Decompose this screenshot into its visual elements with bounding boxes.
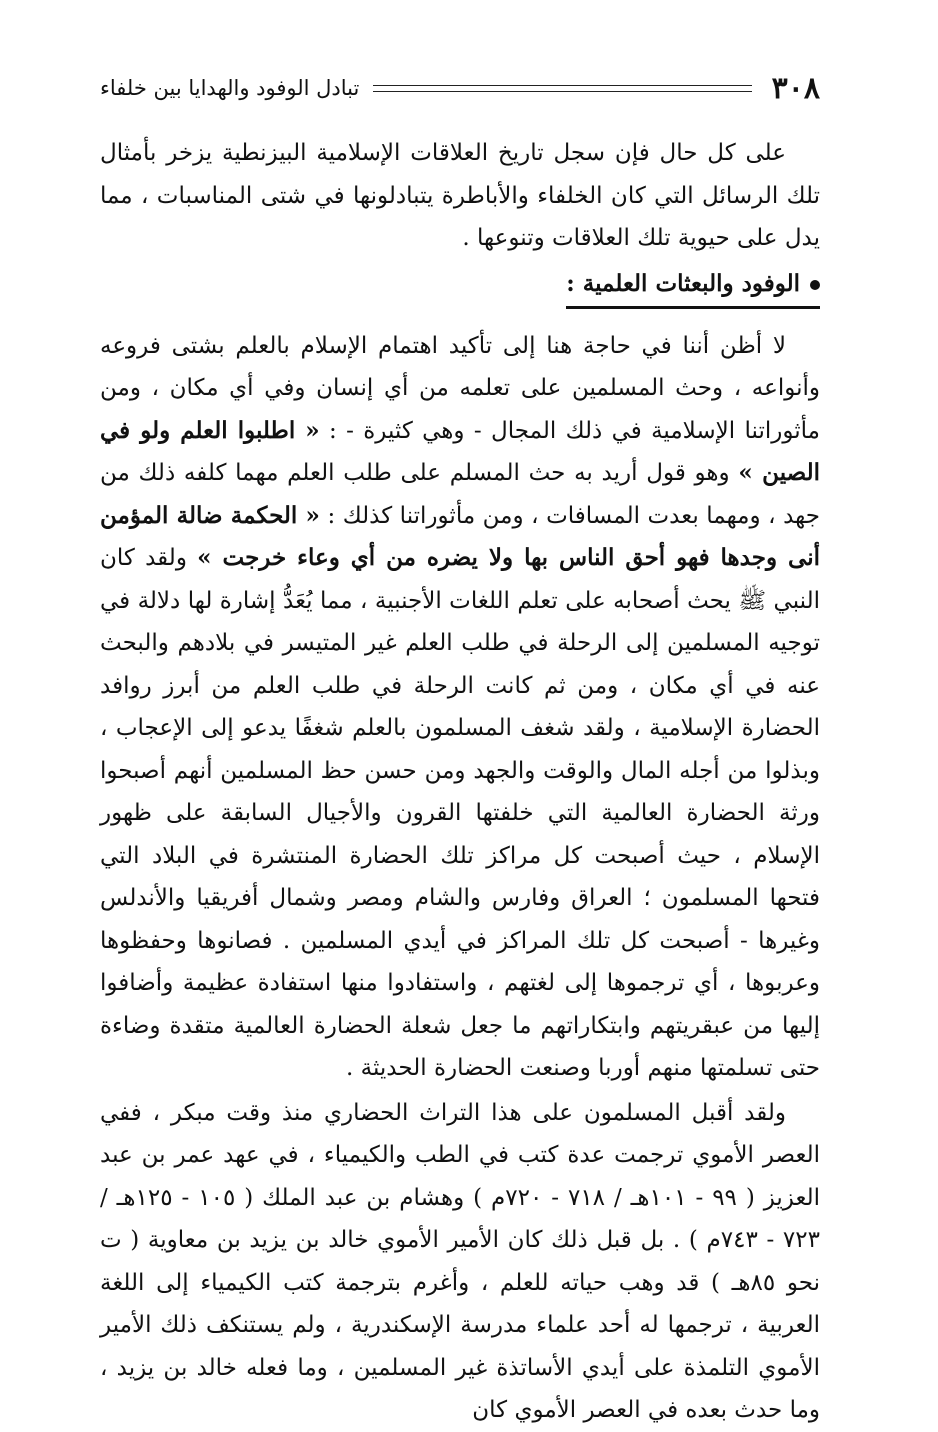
paragraph-2-text-b: وهو قول أريد به حث المسلم على طلب العلم مهما كلفه ذلك من جهد ، ومهما بعدت المسافات ، ومن مأثوراتنا كذلك : <box>100 460 820 529</box>
paragraph-2-text-a: لا أظن أننا في حاجة هنا إلى تأكيد اهتمام الإسلام بالعلم بشتى فروعه وأنواعه ، وحث المسلمين على تعلمه من أي إنسان وفي أي مكان ، ومن مأثوراتنا الإسلامية في ذلك المجال - وهي كثيرة - : <box>100 332 820 444</box>
page-header <box>100 66 820 110</box>
section-heading-wrap <box>100 260 820 309</box>
paragraph-1: على كل حال فإن سجل تاريخ العلاقات الإسلامية البيزنطية يزخر بأمثال تلك الرسائل التي كان الخلفاء والأباطرة يتبادلونها في شتى المناسبات ، مما يدل على حيوية تلك العلاقات وتنوعها . <box>100 140 820 251</box>
hadith-quote-1: « اطلبوا العلم ولو في الصين » <box>100 416 820 486</box>
running-title: تبادل الوفود والهدايا بين خلفاء <box>100 76 360 100</box>
hadith-quote-2: « الحكمة ضالة المؤمن أنى وجدها فهو أحق الناس بها ولا يضره من أي وعاء خرجت » <box>100 501 820 571</box>
paragraph-2 <box>100 325 820 1090</box>
book-page <box>100 66 820 1432</box>
section-heading-text: الوفود والبعثات العلمية : <box>566 269 800 297</box>
paragraph-3: ولقد أقبل المسلمون على هذا التراث الحضاري منذ وقت مبكر ، ففي العصر الأموي ترجمت عدة كتب في الطب والكيمياء ، في عهد عمر بن عبد العزيز ( ٩٩ - ١٠١هـ / ٧١٨ - ٧٢٠م ) وهشام بن عبد الملك ( ١٠٥ - ١٢٥هـ / ٧٢٣ - ٧٤٣م ) . بل قبل ذلك كان الأمير الأموي خالد بن يزيد بن معاوية ( ت نحو ٨٥هـ ) قد وهب حياته للعلم ، وأغرم بترجمة كتب الكيمياء إلى اللغة العربية ، ترجمها له أحد علماء مدرسة الإسكندرية ، ولم يستنكف ذلك الأمير الأموي التلمذة على أيدي الأساتذة غير المسلمين ، وما فعله خالد بن يزيد ، وما حدث بعده في العصر الأموي كان <box>100 1099 820 1423</box>
section-heading <box>566 264 820 309</box>
bullet-icon <box>810 280 820 290</box>
page-number: ٣٠٨ <box>771 70 820 106</box>
paragraph-2-text-c: ولقد كان النبي ﷺ يحث أصحابه على تعلم اللغات الأجنبية ، مما يُعَدُّ إشارة لها دلالة في توجيه المسلمين إلى الرحلة في طلب العلم غير المتيسر في بلادهم والبحث عنه في أي مكان ، ومن ثم كانت الرحلة في طلب العلم من أبرز روافد الحضارة الإسلامية ، ولقد شغف المسلمون بالعلم شغفًا يدعو إلى الإعجاب ، وبذلوا من أجله المال والوقت والجهد ومن حسن حظ المسلمين أنهم أصبحوا ورثة الحضارة العالمية التي خلفتها القرون والأجيال السابقة على ظهور الإسلام ، حيث أصبحت كل مراكز تلك الحضارة المنتشرة في البلاد التي فتحها المسلمون ؛ العراق وفارس والشام ومصر وشمال أفريقيا والأندلس وغيرها - أصبحت كل تلك المراكز في أيدي المسلمين . فصانوها وحفظوها وعربوها ، أي ترجموها إلى لغتهم ، واستفادوا منها استفادة عظيمة وأضافوا إليها من عبقريتهم وابتكاراتهم ما جعل شعلة الحضارة العالمية متقدة وضاءة حتى تسلمتها منهم أوربا وصنعت الحضارة الحديثة . <box>100 545 820 1081</box>
header-double-rule <box>373 85 751 92</box>
